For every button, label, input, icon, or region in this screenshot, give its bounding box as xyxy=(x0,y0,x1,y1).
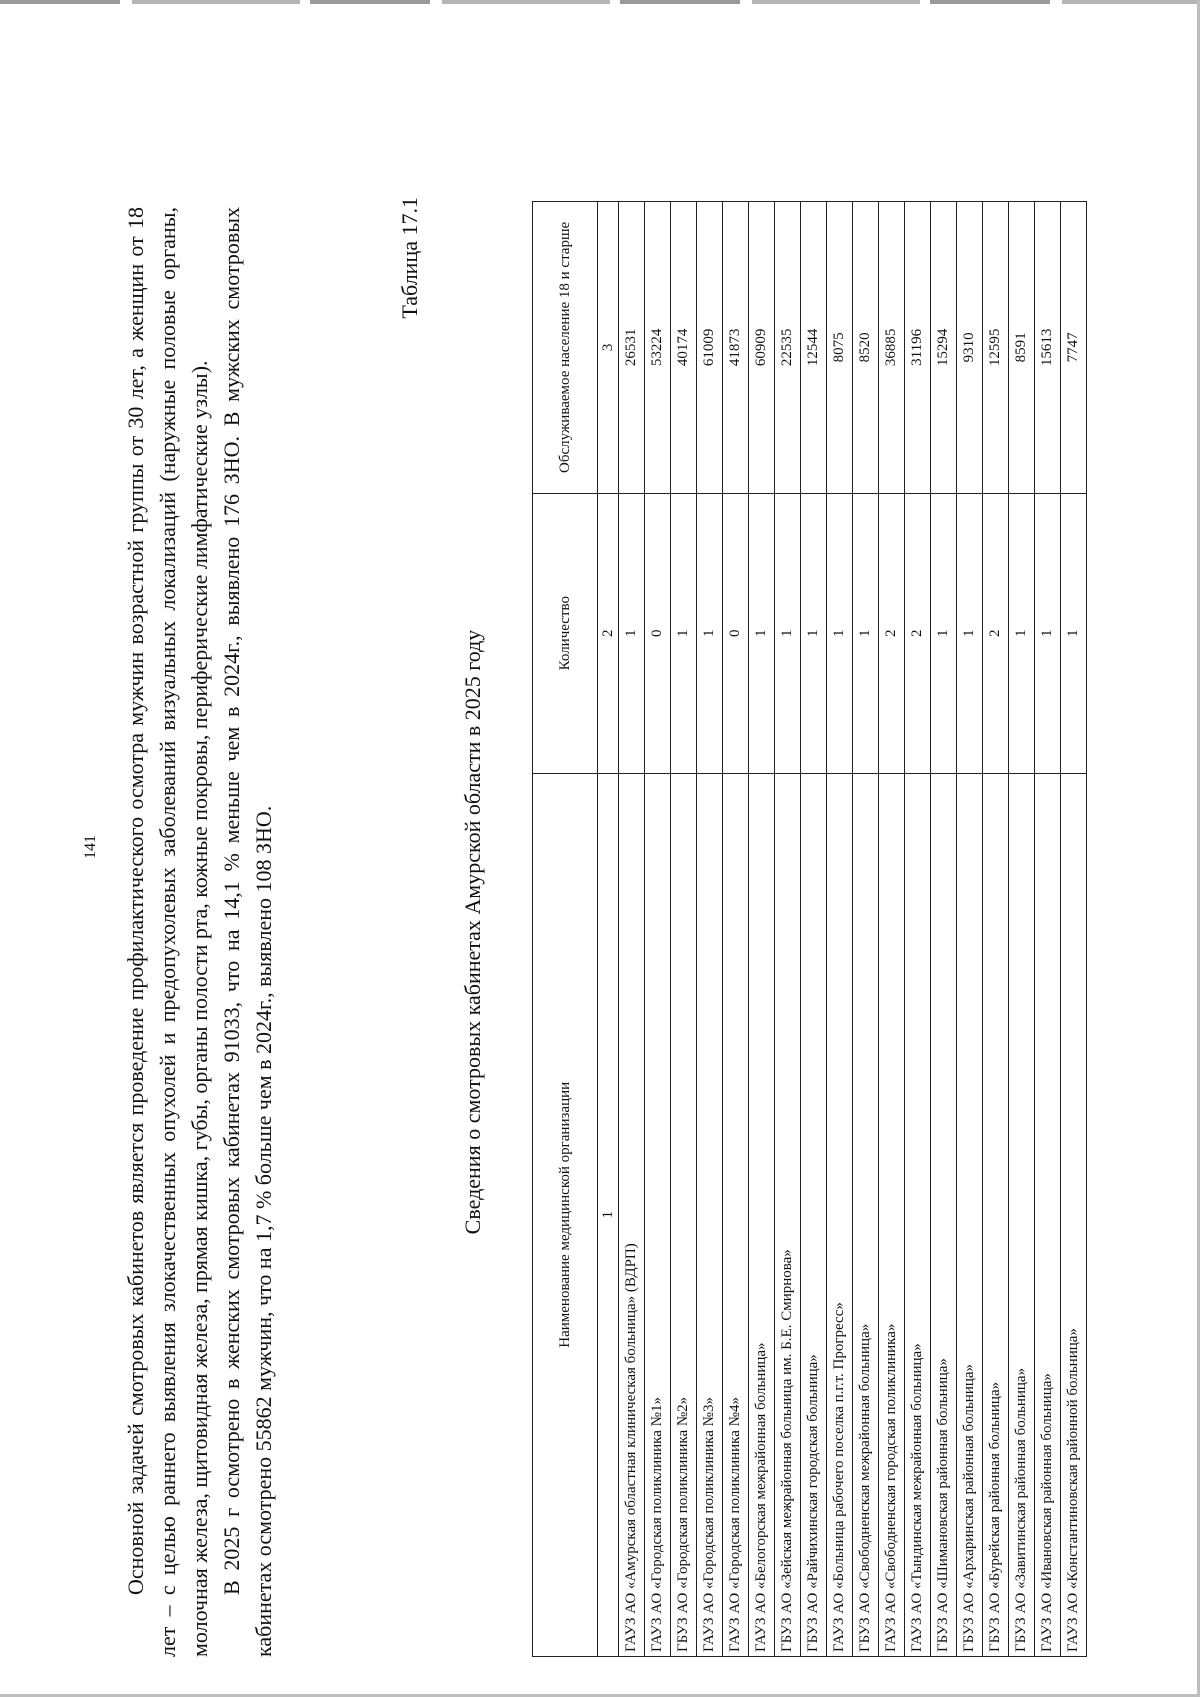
served-population: 61009 xyxy=(697,202,723,494)
table-header-row xyxy=(533,202,598,1657)
served-population: 12544 xyxy=(801,202,827,494)
served-population: 15294 xyxy=(931,202,957,494)
org-name: ГАУЗ АО «Белогорская межрайонная больница» xyxy=(749,773,775,1656)
cabinet-count: 1 xyxy=(1009,493,1035,773)
cabinet-count: 0 xyxy=(645,493,671,773)
table-row xyxy=(1061,202,1087,1657)
served-population: 8075 xyxy=(827,202,853,494)
org-name: ГАУЗ АО «Свободненская городская поликлиника» xyxy=(879,773,905,1656)
org-name: ГБУЗ АО «Завитинская районная больница» xyxy=(1009,773,1035,1656)
column-number: 3 xyxy=(598,202,619,494)
org-name: ГАУЗ АО «Городская поликлиника №4» xyxy=(723,773,749,1656)
org-name: ГБУЗ АО «Шимановская районная больница» xyxy=(931,773,957,1656)
org-name: ГАУЗ АО «Городская поликлиника №3» xyxy=(697,773,723,1656)
cabinet-count: 1 xyxy=(827,493,853,773)
served-population: 7747 xyxy=(1061,202,1087,494)
org-name: ГБУЗ АО «Архаринская районная больница» xyxy=(957,773,983,1656)
cabinet-count: 2 xyxy=(879,493,905,773)
cabinet-count: 2 xyxy=(983,493,1009,773)
org-name: ГАУЗ АО «Тындинская межрайонная больница» xyxy=(905,773,931,1656)
org-name: ГБУЗ АО «Бурейская районная больница» xyxy=(983,773,1009,1656)
table-row xyxy=(931,202,957,1657)
served-population: 15613 xyxy=(1035,202,1061,494)
cabinet-count: 1 xyxy=(749,493,775,773)
table-row xyxy=(1035,202,1061,1657)
org-name: ГАУЗ АО «Ивановская районная больница» xyxy=(1035,773,1061,1656)
cabinet-count: 1 xyxy=(853,493,879,773)
cabinet-count: 1 xyxy=(931,493,957,773)
table-row xyxy=(905,202,931,1657)
org-name: ГАУЗ АО «Больница рабочего поселка п.г.т. Прогресс» xyxy=(827,773,853,1656)
served-population: 53224 xyxy=(645,202,671,494)
table-row xyxy=(619,202,645,1657)
table-row xyxy=(749,202,775,1657)
cabinet-count: 2 xyxy=(905,493,931,773)
table-row xyxy=(853,202,879,1657)
paragraph: Основной задачей смотровых кабинетов является проведение профилактического осмотра мужчин возрастной группы от 30 лет, а женщин от 18 лет – с целью раннего выявления злокачественных опухолей и предопухолевых заболеваний визуальных локализаций (наружные половые органы, молочная железа, щитовидная железа, прямая кишка, губы, органы полости рта, кожные покровы, периферические лимфатические узлы). xyxy=(123,207,212,1657)
org-name: ГАУЗ АО «Константиновская районной больница» xyxy=(1061,773,1087,1656)
org-name: ГБУЗ АО «Городская поликлиника №2» xyxy=(671,773,697,1656)
column-header-name: Наименование медицинской организации xyxy=(533,773,598,1656)
cabinet-count: 1 xyxy=(1061,493,1087,773)
served-population: 31196 xyxy=(905,202,931,494)
body-text xyxy=(120,207,280,1657)
org-name: ГБУЗ АО «Свободненская межрайонная больница» xyxy=(853,773,879,1656)
served-population: 60909 xyxy=(749,202,775,494)
org-name: ГАУЗ АО «Городская поликлиника №1» xyxy=(645,773,671,1656)
cabinet-count: 1 xyxy=(775,493,801,773)
served-population: 8520 xyxy=(853,202,879,494)
cabinet-count: 1 xyxy=(1035,493,1061,773)
table-row xyxy=(957,202,983,1657)
org-name: ГАУЗ АО «Амурская областная клиническая больница» (ВДРП) xyxy=(619,773,645,1656)
table-row xyxy=(879,202,905,1657)
column-header-count: Количество xyxy=(533,493,598,773)
cabinet-count: 0 xyxy=(723,493,749,773)
served-population: 40174 xyxy=(671,202,697,494)
paragraph: В 2025 г осмотрено в женских смотровых кабинетах 91033, что на 14,1 % меньше чем в 2024г., выявлено 176 ЗНО. В мужских смотровых кабинетах осмотрено 55862 мужчин, что на 1,7 % больше чем в 2024г., выявлено 108 ЗНО. xyxy=(219,207,276,1657)
table-row xyxy=(645,202,671,1657)
page-number: 141 xyxy=(82,835,99,859)
served-population: 22535 xyxy=(775,202,801,494)
cabinet-count: 1 xyxy=(957,493,983,773)
column-number-row xyxy=(598,202,619,1657)
cabinet-count: 1 xyxy=(697,493,723,773)
table-row xyxy=(983,202,1009,1657)
table-row xyxy=(827,202,853,1657)
org-name: ГБУЗ АО «Зейская межрайонная больница им. Б.Е. Смирнова» xyxy=(775,773,801,1656)
table-row xyxy=(671,202,697,1657)
column-number: 2 xyxy=(598,493,619,773)
table-title: Сведения о смотровых кабинетах Амурской области в 2025 году xyxy=(460,629,485,1235)
served-population: 8591 xyxy=(1009,202,1035,494)
organizations-table xyxy=(532,201,1087,1657)
table-row xyxy=(801,202,827,1657)
table-row xyxy=(775,202,801,1657)
cabinet-count: 1 xyxy=(801,493,827,773)
table-row xyxy=(723,202,749,1657)
table-row xyxy=(1009,202,1035,1657)
served-population: 36885 xyxy=(879,202,905,494)
cabinet-count: 1 xyxy=(619,493,645,773)
table-caption: Таблица 17.1 xyxy=(397,197,422,319)
served-population: 9310 xyxy=(957,202,983,494)
served-population: 26531 xyxy=(619,202,645,494)
served-population: 41873 xyxy=(723,202,749,494)
table-row xyxy=(697,202,723,1657)
cabinet-count: 1 xyxy=(671,493,697,773)
column-number: 1 xyxy=(598,773,619,1656)
org-name: ГБУЗ АО «Райчихинская городская больница» xyxy=(801,773,827,1656)
column-header-population: Обслуживаемое население 18 и старше xyxy=(533,202,598,494)
served-population: 12595 xyxy=(983,202,1009,494)
